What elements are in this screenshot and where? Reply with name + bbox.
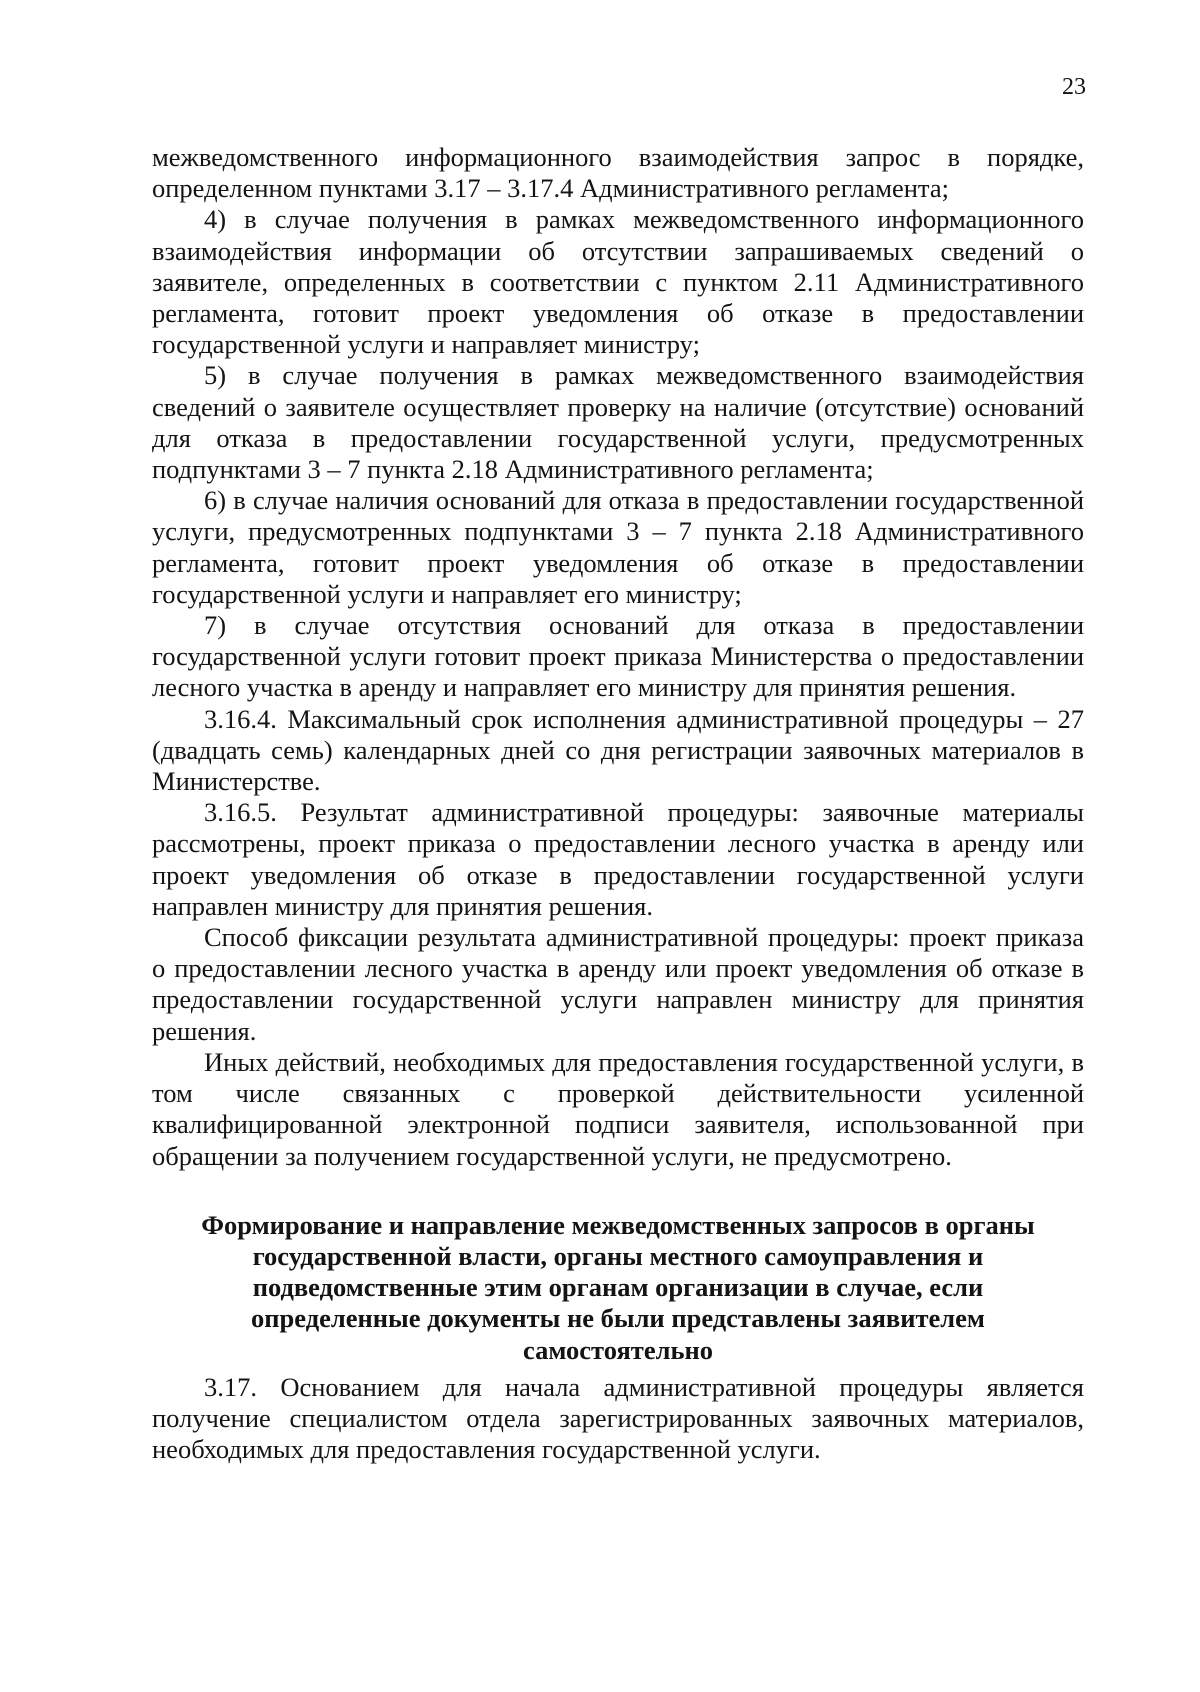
paragraph-continuation: межведомственного информационного взаимодействия запрос в порядке, определенном пунктами 3.17 – 3.17.4 Административного регламента; xyxy=(152,142,1084,204)
paragraph-other-actions: Иных действий, необходимых для предоставления государственной услуги, в том числе связанных с проверкой действительности усиленной квалифицированной электронной подписи заявителя, использованной при обращении за получением государственной услуги, не предусмотрено. xyxy=(152,1046,1084,1171)
paragraph-item-5: 5) в случае получения в рамках межведомственного взаимодействия сведений о заявителе осуществляет проверку на наличие (отсутствие) оснований для отказа в предоставлении государственной услуги, предусмотренных подпунктами 3 – 7 пункта 2.18 Административного регламента; xyxy=(152,360,1084,485)
paragraph-3-16-5: 3.16.5. Результат административной процедуры: заявочные материалы рассмотрены, проект приказа о предоставлении лесного участка в аренду или проект уведомления об отказе в предоставлении государственной услуги направлен министру для принятия решения. xyxy=(152,797,1084,921)
section-heading-line: самостоятельно xyxy=(523,1334,713,1365)
paragraph-3-16-4: 3.16.4. Максимальный срок исполнения административной процедуры – 27 (двадцать семь) календарных дней со дня регистрации заявочных материалов в Министерстве. xyxy=(152,703,1084,797)
section-heading-line: определенные документы не были представлены заявителем xyxy=(251,1303,985,1334)
section-heading-line: государственной власти, органы местного самоуправления и xyxy=(252,1240,984,1271)
paragraph-fixation-method: Способ фиксации результата административной процедуры: проект приказа о предоставлении лесного участка в аренду или проект уведомления об отказе в предоставлении государственной услуги направлен министру для принятия решения. xyxy=(152,922,1084,1046)
paragraph-item-4: 4) в случае получения в рамках межведомственного информационного взаимодействия информации об отсутствии запрашиваемых сведений о заявителе, определенных в соответствии с пунктом 2.11 Административного регламента, готовит проект уведомления об отказе в предоставлении государственной услуги и направляет министру; xyxy=(152,204,1084,360)
section-heading-line: Формирование и направление межведомственных запросов в органы xyxy=(201,1209,1035,1240)
paragraph-3-17: 3.17. Основанием для начала административной процедуры является получение специалистом отдела зарегистрированных заявочных материалов, необходимых для предоставления государственной услуги. xyxy=(152,1371,1084,1465)
paragraph-item-6: 6) в случае наличия оснований для отказа в предоставлении государственной услуги, предусмотренных подпунктами 3 – 7 пункта 2.18 Административного регламента, готовит проект уведомления об отказе в предоставлении государственной услуги и направляет его министру; xyxy=(152,485,1084,609)
paragraph-item-7: 7) в случае отсутствия оснований для отказа в предоставлении государственной услуги готовит проект приказа Министерства о предоставлении лесного участка в аренду и направляет его министру для принятия решения. xyxy=(152,610,1084,703)
document-body xyxy=(152,142,1084,1465)
page-number: 23 xyxy=(1062,74,1086,100)
section-heading-line: подведомственные этим органам организации в случае, если xyxy=(252,1272,984,1303)
section-heading xyxy=(152,1210,1084,1366)
